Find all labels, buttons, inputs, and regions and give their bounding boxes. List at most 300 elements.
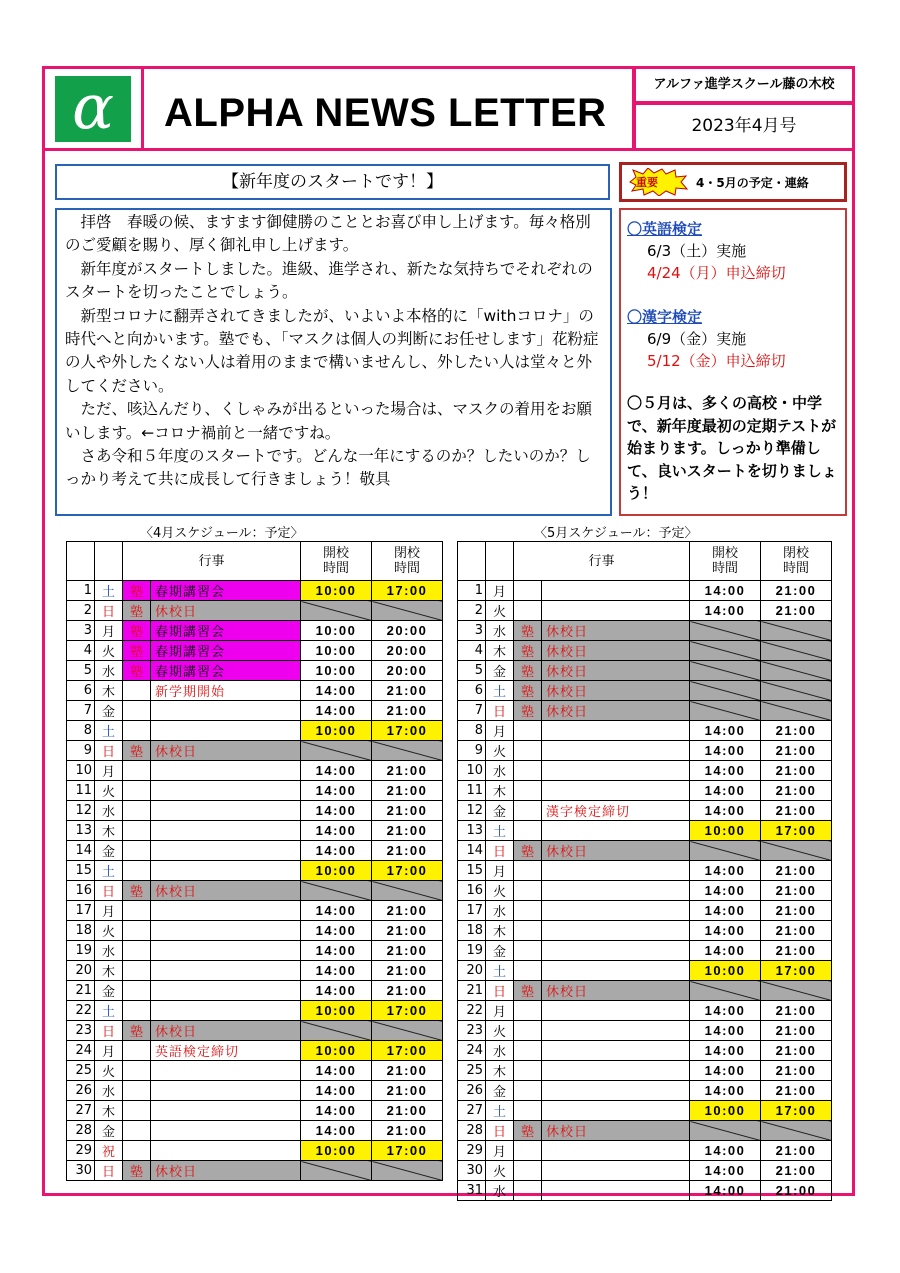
weekday: 木 [486,641,514,661]
day-number: 22 [458,1001,486,1021]
close-time: 21:00 [761,941,832,961]
juku-mark [123,721,151,741]
day-number: 11 [67,781,95,801]
day-number: 3 [458,621,486,641]
april-caption: 〈4月スケジュール：予定〉 [140,526,304,541]
weekday: 月 [486,721,514,741]
table-row [458,1081,832,1101]
greeting-paragraph: 拝啓 春暖の候、ますます御健勝のこととお喜び申し上げます。毎々格別のご愛顧を賜り、厚く御礼申し上げます。 [65,213,591,255]
close-time [372,1021,443,1041]
table-row [67,641,443,661]
may-caption: 〈5月スケジュール：予定〉 [534,526,698,541]
event-name: 休校日 [542,681,690,701]
event-name [542,821,690,841]
close-time: 21:00 [372,1101,443,1121]
close-time: 21:00 [761,1181,832,1201]
weekday: 日 [95,741,123,761]
juku-mark: 塾 [514,621,542,641]
juku-mark [123,1041,151,1061]
table-row [458,681,832,701]
juku-mark: 塾 [123,881,151,901]
day-number: 21 [458,981,486,1001]
juku-mark [514,1081,542,1101]
close-time: 21:00 [372,821,443,841]
event-name [151,1121,301,1141]
weekday: 金 [486,801,514,821]
open-time [690,981,761,1001]
juku-mark: 塾 [514,981,542,1001]
weekday: 水 [95,801,123,821]
event-name [542,941,690,961]
event-name [542,781,690,801]
close-time [761,681,832,701]
weekday: 日 [95,601,123,621]
weekday: 木 [95,821,123,841]
close-time: 21:00 [372,1081,443,1101]
weekday: 日 [95,1021,123,1041]
juku-mark: 塾 [123,641,151,661]
close-time: 21:00 [761,901,832,921]
weekday: 火 [486,601,514,621]
day-number: 5 [458,661,486,681]
open-time: 14:00 [690,1081,761,1101]
april-schedule-table [66,541,443,1181]
juku-mark [514,1061,542,1081]
day-number: 27 [458,1101,486,1121]
greeting-paragraph: 新年度がスタートしました。進級、進学され、新たな気持ちでそれぞれのスタートを切ったことでしょう。 [65,259,593,302]
open-time: 14:00 [301,801,372,821]
juku-mark: 塾 [514,641,542,661]
close-time: 21:00 [761,921,832,941]
event-name [151,901,301,921]
open-time: 14:00 [301,901,372,921]
weekday: 木 [95,961,123,981]
open-time: 10:00 [301,641,372,661]
day-number: 11 [458,781,486,801]
close-time-header: 閉校 時間 [372,542,443,581]
exam-note: 〇５月は、多くの高校・中学で、新年度最初の定期テストが始まります。しっかり準備して、良いスタートを切りましょう！ [627,394,837,502]
open-time: 10:00 [301,861,372,881]
important-heading: 4・5月の予定・連絡 [696,176,809,190]
greeting-paragraph: ただ、咳込んだり、くしゃみが出るといった場合は、マスクの着用をお願いします。←コロナ禍前と一緒ですね。 [65,400,593,442]
day-number: 15 [67,861,95,881]
event-name [151,701,301,721]
table-row [67,721,443,741]
weekday: 日 [486,1121,514,1141]
open-time: 14:00 [301,701,372,721]
day-number: 14 [458,841,486,861]
weekday: 月 [486,1141,514,1161]
juku-mark [123,901,151,921]
juku-mark [514,961,542,981]
weekday: 土 [486,961,514,981]
kanji-test-title: 〇漢字検定 [627,308,703,326]
day-number: 20 [458,961,486,981]
close-time: 21:00 [761,1081,832,1101]
table-row [458,961,832,981]
juku-mark [514,1161,542,1181]
table-row [67,881,443,901]
table-row [458,941,832,961]
event-name: 休校日 [542,621,690,641]
event-name [542,861,690,881]
juku-mark [514,821,542,841]
table-row [458,921,832,941]
close-time [372,1161,443,1181]
close-time: 21:00 [761,1061,832,1081]
close-time [761,701,832,721]
open-time-header: 開校 時間 [301,542,372,581]
juku-mark: 塾 [123,661,151,681]
important-badge: 重要 [636,176,658,189]
open-time: 14:00 [301,981,372,1001]
close-time: 17:00 [372,581,443,601]
open-time: 14:00 [690,1161,761,1181]
table-row [458,1061,832,1081]
weekday: 火 [486,741,514,761]
juku-mark [514,761,542,781]
weekday: 木 [486,781,514,801]
open-time: 14:00 [690,1141,761,1161]
open-time-header: 開校 時間 [690,542,761,581]
close-time: 21:00 [761,1001,832,1021]
open-time: 10:00 [301,1141,372,1161]
table-row [458,1101,832,1121]
open-time: 14:00 [690,901,761,921]
open-time [690,661,761,681]
juku-mark [123,821,151,841]
weekday: 火 [486,1161,514,1181]
close-time: 21:00 [372,681,443,701]
event-name [151,941,301,961]
event-name: 休校日 [151,881,301,901]
event-name: 休校日 [542,841,690,861]
day-number: 23 [458,1021,486,1041]
header-cell [95,542,123,581]
close-time: 21:00 [372,801,443,821]
open-time [690,841,761,861]
juku-mark [514,1041,542,1061]
close-time: 21:00 [372,761,443,781]
open-time: 14:00 [301,781,372,801]
greeting-paragraph: 新型コロナに翻弄されてきましたが、いよいよ本格的に「withコロナ」の時代へと向かいます。塾でも、「マスクは個人の判断にお任せします」花粉症の人や外したくない人は着用のままで構いませんし、外したい人は堂々と外してください。 [65,306,599,395]
event-name: 休校日 [542,661,690,681]
day-number: 7 [458,701,486,721]
event-name [542,601,690,621]
event-name [542,1181,690,1201]
open-time [690,1121,761,1141]
day-number: 2 [458,601,486,621]
open-time [301,741,372,761]
open-time: 14:00 [301,821,372,841]
day-number: 5 [67,661,95,681]
open-time: 10:00 [690,961,761,981]
close-time: 21:00 [372,781,443,801]
juku-mark [123,761,151,781]
close-time: 17:00 [372,1041,443,1061]
day-number: 16 [458,881,486,901]
table-row [458,901,832,921]
table-row [67,581,443,601]
event-name [542,1101,690,1121]
close-time: 17:00 [761,821,832,841]
day-number: 7 [67,701,95,721]
juku-mark [514,1001,542,1021]
day-number: 24 [67,1041,95,1061]
juku-mark [514,881,542,901]
weekday: 火 [95,641,123,661]
table-row [458,981,832,1001]
table-row [67,761,443,781]
open-time: 14:00 [690,761,761,781]
weekday: 火 [95,921,123,941]
header-row [458,542,832,581]
day-number: 1 [67,581,95,601]
close-time: 21:00 [761,761,832,781]
open-time: 10:00 [301,581,372,601]
event-name: 休校日 [151,601,301,621]
close-time-header: 閉校 時間 [761,542,832,581]
table-row [67,1101,443,1121]
day-number: 30 [458,1161,486,1181]
table-row [458,781,832,801]
event-name: 春期講習会 [151,641,301,661]
event-name [542,761,690,781]
day-number: 13 [458,821,486,841]
juku-mark [123,1121,151,1141]
juku-mark [123,801,151,821]
important-header [619,162,847,202]
table-row [458,1181,832,1201]
table-row [67,1121,443,1141]
table-row [67,1141,443,1161]
weekday: 水 [486,761,514,781]
table-row [67,701,443,721]
table-row [458,1121,832,1141]
event-name [542,1141,690,1161]
close-time [761,1121,832,1141]
close-time: 21:00 [761,741,832,761]
event-name [151,1001,301,1021]
weekday: 金 [95,1121,123,1141]
weekday: 金 [486,1081,514,1101]
juku-mark [123,981,151,1001]
weekday: 土 [95,861,123,881]
juku-mark [514,741,542,761]
juku-mark [123,1101,151,1121]
table-row [67,981,443,1001]
event-name [151,921,301,941]
weekday: 日 [486,841,514,861]
day-number: 8 [458,721,486,741]
weekday: 木 [486,1061,514,1081]
weekday: 火 [95,781,123,801]
open-time [690,641,761,661]
day-number: 16 [67,881,95,901]
close-time: 20:00 [372,641,443,661]
event-name [542,721,690,741]
event-name: 春期講習会 [151,581,301,601]
juku-mark: 塾 [514,841,542,861]
event-name: 休校日 [542,701,690,721]
open-time: 14:00 [301,1081,372,1101]
open-time: 14:00 [301,681,372,701]
day-number: 26 [67,1081,95,1101]
open-time: 14:00 [690,601,761,621]
weekday: 金 [95,701,123,721]
weekday: 月 [486,861,514,881]
event-name: 休校日 [151,741,301,761]
close-time: 21:00 [372,941,443,961]
table-row [458,741,832,761]
table-row [67,1161,443,1181]
logo-box [42,66,144,151]
english-test-title: 〇英語検定 [627,220,703,238]
event-name: 休校日 [151,1161,301,1181]
weekday: 土 [486,1101,514,1121]
close-time: 21:00 [372,841,443,861]
close-time [761,841,832,861]
weekday: 日 [486,701,514,721]
juku-mark [123,941,151,961]
juku-mark [514,781,542,801]
weekday: 水 [486,621,514,641]
day-number: 31 [458,1181,486,1201]
day-number: 19 [67,941,95,961]
table-row [67,1081,443,1101]
open-time: 14:00 [301,921,372,941]
open-time: 14:00 [301,941,372,961]
event-name [151,861,301,881]
juku-mark [514,941,542,961]
event-name [151,841,301,861]
event-name [542,901,690,921]
juku-mark [514,1181,542,1201]
greeting-body [55,208,612,516]
weekday: 土 [95,1001,123,1021]
close-time: 17:00 [372,1141,443,1161]
day-number: 1 [458,581,486,601]
day-number: 9 [458,741,486,761]
important-body [619,208,847,516]
table-row [458,881,832,901]
event-name: 英語検定締切 [151,1041,301,1061]
event-name [151,981,301,1001]
open-time [301,881,372,901]
juku-mark [514,1021,542,1041]
juku-mark [514,721,542,741]
open-time [301,601,372,621]
juku-mark [514,921,542,941]
weekday: 水 [95,1081,123,1101]
day-number: 29 [458,1141,486,1161]
weekday: 水 [486,1181,514,1201]
event-name [542,1021,690,1041]
weekday: 月 [486,1001,514,1021]
header-row [67,542,443,581]
table-row [458,821,832,841]
close-time: 21:00 [372,921,443,941]
open-time [301,1021,372,1041]
event-name: 休校日 [542,641,690,661]
open-time: 14:00 [690,1061,761,1081]
table-row [67,781,443,801]
weekday: 日 [486,981,514,1001]
day-number: 15 [458,861,486,881]
juku-mark [123,781,151,801]
weekday: 木 [95,1101,123,1121]
close-time [372,601,443,621]
open-time: 14:00 [301,761,372,781]
close-time: 21:00 [761,601,832,621]
event-name: 春期講習会 [151,661,301,681]
event-name [151,1141,301,1161]
event-name [542,581,690,601]
day-number: 17 [458,901,486,921]
close-time: 21:00 [761,801,832,821]
event-name [151,1061,301,1081]
juku-mark [514,901,542,921]
close-time: 17:00 [372,861,443,881]
newsletter-title: ALPHA NEWS LETTER [164,91,607,135]
close-time: 20:00 [372,621,443,641]
open-time: 14:00 [690,1181,761,1201]
open-time: 14:00 [690,941,761,961]
open-time: 14:00 [690,861,761,881]
weekday: 月 [95,761,123,781]
close-time: 21:00 [372,961,443,981]
juku-mark [514,601,542,621]
juku-mark: 塾 [514,681,542,701]
table-row [458,1021,832,1041]
table-row [458,1041,832,1061]
table-row [67,901,443,921]
table-row [67,601,443,621]
table-row [67,621,443,641]
weekday: 日 [95,881,123,901]
juku-mark [514,1141,542,1161]
kanji-test-date: 6/9（金）実施 [647,330,747,348]
open-time: 14:00 [690,581,761,601]
english-test-date: 6/3（土）実施 [647,242,747,260]
event-name: 漢字検定締切 [542,801,690,821]
table-row [458,801,832,821]
juku-mark: 塾 [123,581,151,601]
event-header: 行事 [123,542,301,581]
day-number: 12 [67,801,95,821]
weekday: 日 [95,1161,123,1181]
table-row [67,1061,443,1081]
day-number: 10 [67,761,95,781]
open-time [690,681,761,701]
day-number: 13 [67,821,95,841]
english-test-deadline: 4/24（月）申込締切 [647,264,786,282]
weekday: 水 [486,1041,514,1061]
greeting-title: 【新年度のスタートです！】 [55,164,610,200]
day-number: 12 [458,801,486,821]
close-time: 21:00 [372,1061,443,1081]
close-time [761,641,832,661]
juku-mark [123,841,151,861]
close-time: 17:00 [372,1001,443,1021]
juku-mark: 塾 [123,741,151,761]
day-number: 24 [458,1041,486,1061]
kanji-test-deadline: 5/12（金）申込締切 [647,352,786,370]
close-time: 21:00 [761,581,832,601]
may-schedule-table [457,541,832,1201]
juku-mark [123,1001,151,1021]
weekday: 火 [486,881,514,901]
